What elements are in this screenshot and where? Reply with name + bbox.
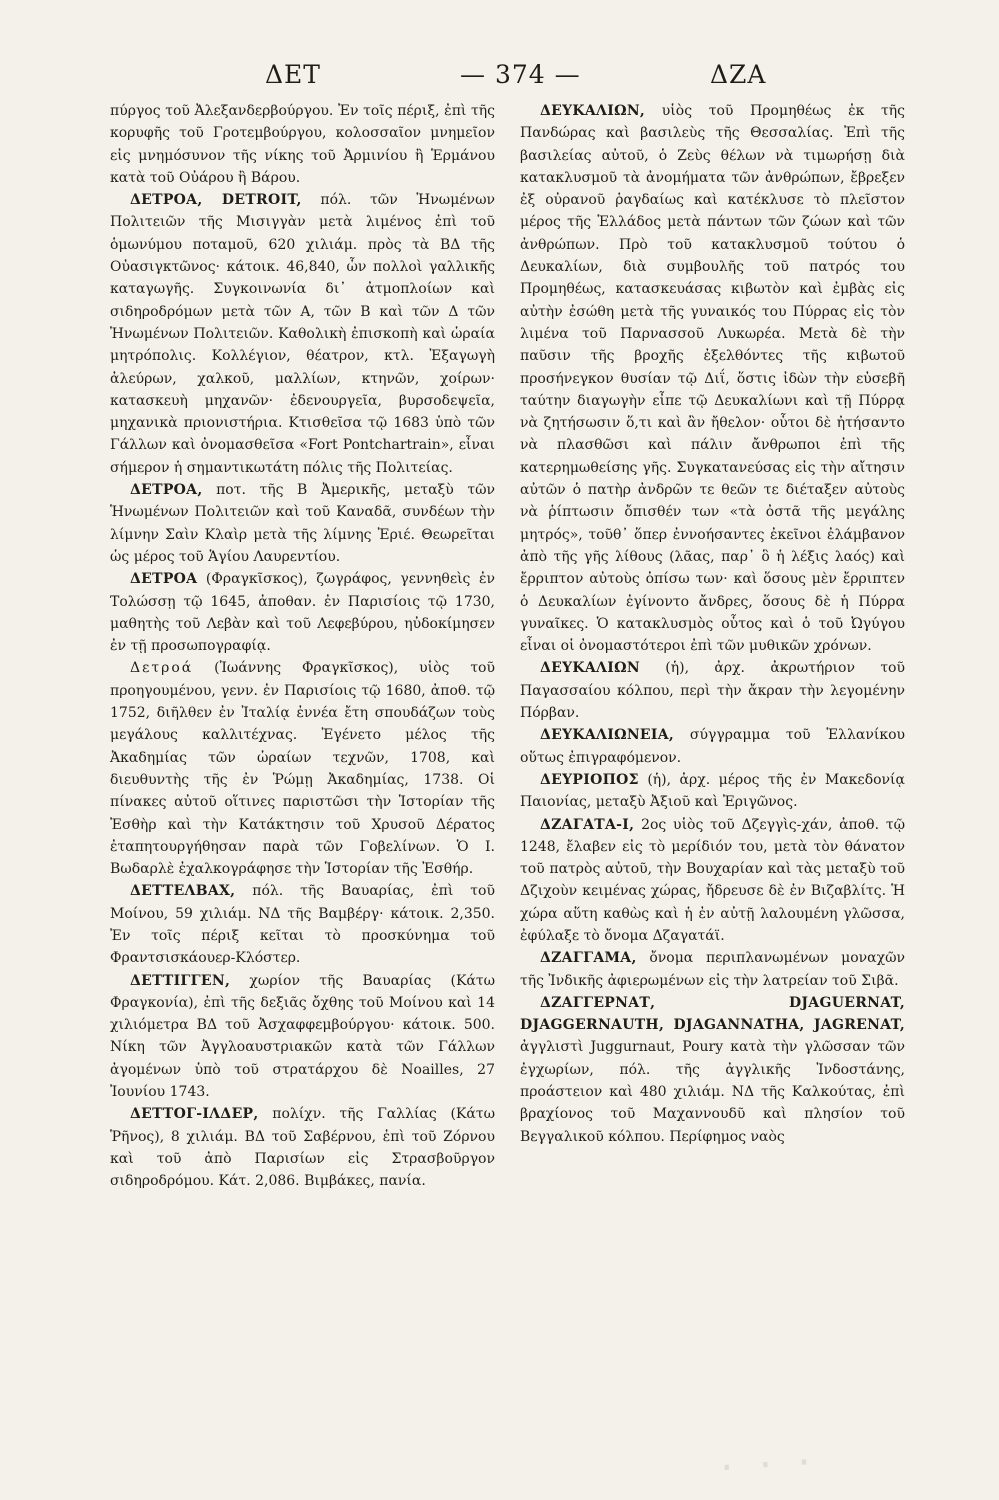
entry-text: (Φραγκῖσκος), ζωγράφος, γεννηθεὶς ἐν Τολώσσῃ τῷ 1645, ἀποθαν. ἐν Παρισίοις τῷ 1730, μαθητὴς τοῦ Λεβὰν καὶ τοῦ Λεφεβύρου, ηὐδοκίμησεν ἐν τῇ προσωπογραφίᾳ. xyxy=(110,571,495,655)
left-column xyxy=(110,100,495,1193)
entry-headword: ΔΕΤΡΟΑ, DETROIT, xyxy=(130,192,302,209)
entry-headword: ΔΕΥΚΑΛΙΩΝ xyxy=(540,660,640,677)
entry-headword-spaced: Δετροά xyxy=(130,660,194,677)
entry-text: (ἡ), ἀρχ. μέρος τῆς ἐν Μακεδονίᾳ Παιονίας, μεταξὺ Ἀξιοῦ καὶ Ἐριγῶνος. xyxy=(520,771,905,811)
entry-text: χωρίον τῆς Βαυαρίας (Κάτω Φραγκονία), ἐπὶ τῆς δεξιᾶς ὄχθης τοῦ Μοίνου καὶ 14 χιλιόμετρα ΒΔ τοῦ Ἀσχαφφεμβούργου· κάτοικ. 500. Νίκη τῶν Ἀγγλοαυστριακῶν κατὰ τῶν Γάλλων ἀγομένων ὑπὸ τοῦ στρατάρχου δὲ Noailles, 27 Ἰουνίου 1743. xyxy=(110,972,496,1101)
entry-headword: ΔΖΑΓΑΤΑ-Ι, xyxy=(540,816,635,833)
entry-text: (ἡ), ἀρχ. ἀκρωτήριον τοῦ Παγασσαίου κόλπου, περὶ τὴν ἄκραν τὴν λεγομένην Πόρβαν. xyxy=(520,660,905,722)
right-column xyxy=(520,100,905,1148)
entry-text: 2ος υἱὸς τοῦ Δζεγγὶς-χάν, ἀποθ. τῷ 1248, ἔλαβεν εἰς τὸ μερίδιόν του, μετὰ τὸν θάνατον τοῦ πατρὸς αὐτοῦ, τὴν Βουχαρίαν καὶ τὰς μεταξὺ τοῦ Δζιχοὺν κειμένας χώρας, ἤδρευσε δὲ ἐν Βιζαβλίτς. Ἡ χώρα αὕτη καθὼς καὶ ἡ ἐν αὐτῇ λαλουμένη γλῶσσα, ἐφύλαξε τὸ ὄνομα Δζαγατάϊ. xyxy=(520,816,905,944)
dictionary-entry xyxy=(110,657,495,880)
dictionary-entry xyxy=(110,970,495,1104)
entry-headword: ΔΕΥΚΑΛΙΩΝΕΙΑ, xyxy=(540,727,675,744)
dictionary-entry xyxy=(110,189,495,479)
left-guide-word: ΔΕΤ xyxy=(265,60,321,89)
entry-text: ἀγγλιστὶ Juggurnaut, Poury κατὰ τὴν γλῶσσαν τῶν ἐγχωρίων, πόλ. τῆς ἀγγλικῆς Ἰνδοστάνης, προάστειον καὶ 480 χιλιάμ. ΝΔ τῆς Καλκούτας, ἐπὶ βραχίονος τοῦ Μαχαννουδῦ καὶ πλησίον τοῦ Βεγγαλικοῦ κόλπου. Περίφημος ναὸς xyxy=(520,1039,905,1145)
dictionary-entry xyxy=(520,814,905,948)
entry-text: υἱὸς τοῦ Προμηθέως ἐκ τῆς Πανδώρας καὶ βασιλεὺς τῆς Θεσσαλίας. Ἐπὶ τῆς βασιλείας αὐτοῦ, ὁ Ζεὺς θέλων νὰ τιμωρήσῃ διὰ κατακλυσμοῦ τὰ ἀνομήματα τῶν ἀνθρώπων, ἔβρεξεν ἐξ οὐρανοῦ ῥαγδαίως καὶ κατέκλυσε τὸ πλεῖστον μέρος τῆς Ἑλλάδος μετὰ πάντων τῶν ζώων καὶ τῶν ἀνθρώπων. Πρὸ τοῦ κατακλυσμοῦ τούτου ὁ Δευκαλίων, διὰ συμβουλῆς τοῦ πατρός του Προμηθέως, κατασκευάσας κιβωτὸν καὶ ἐμβὰς εἰς αὐτὴν ἐσώθη μετὰ τῆς γυναικός του Πύρρας εἰς τὸν λιμένα τοῦ Παρνασσοῦ Λυκωρέα. Μετὰ δὲ τὴν παῦσιν τῆς βροχῆς ἐξελθόντες τῆς κιβωτοῦ προσήνεγκον θυσίαν τῷ Διΐ, ὅστις ἰδὼν τὴν εὐσεβῆ ταύτην διαγωγὴν εἶπε τῷ Δευκαλίωνι καὶ τῇ Πύρρᾳ νὰ ζητήσωσιν ὅ,τι καὶ ἂν ἤθελον· οὗτοι δὲ ἠτήσαντο νὰ πλασθῶσι καὶ πάλιν ἄνθρωποι ἐπὶ τῆς κατερημωθείσης γῆς. Συγκατανεύσας εἰς τὴν αἴτησιν αὐτῶν ὁ πατὴρ ἀνδρῶν τε θεῶν τε διέταξεν αὐτοὺς νὰ ῥίπτωσιν ὄπισθέν των «τὰ ὀστᾶ τῆς μεγάλης μητρός», τοῦθ᾽ ὅπερ ἐννοήσαντες ἐκεῖνοι ἐλάμβανον ἀπὸ τῆς γῆς λίθους (λᾶας, παρ᾽ ὃ ἡ λέξις λαός) καὶ ἔρριπτον αὐτοὺς ὀπίσω των· καὶ ὅσους μὲν ἔρριπτεν ὁ Δευκαλίων ἐγίνοντο ἄνδρες, ὅσους δὲ ἡ Πύρρα γυναῖκες. Ὁ κατακλυσμὸς οὗτος καὶ ὁ τοῦ Ὠγύγου εἶναι οἱ ὀνομαστότεροι ἐπὶ τῶν μυθικῶν χρόνων. xyxy=(520,103,905,655)
dictionary-entry xyxy=(520,100,905,657)
dictionary-entry xyxy=(110,880,495,969)
entry-headword: ΔΕΥΚΑΛΙΩΝ, xyxy=(540,103,646,119)
entry-headword: ΔΖΑΓΓΕΡΝΑΤ, DJAGUERNAT, DJAGGERNAUTH, DJAGANNATHA, JAGRENAT, xyxy=(520,994,905,1034)
dictionary-entry xyxy=(110,100,495,189)
dictionary-entry xyxy=(110,479,495,568)
page-header xyxy=(110,60,900,96)
entry-text: πύργος τοῦ Ἀλεξανδερβούργου. Ἐν τοῖς πέριξ, ἐπὶ τῆς κορυφῆς τοῦ Γροτεμβούργου, κολοσσαῖον μνημεῖον εἰς μνημόσυνον τῆς νίκης τοῦ Ἀρμινίου ἢ Ἑρμάνου κατὰ τοῦ Οὐάρου ἢ Βάρου. xyxy=(110,103,495,186)
dictionary-entry xyxy=(110,568,495,657)
entry-text: σύγγραμμα τοῦ Ἑλλανίκου οὕτως ἐπιγραφόμενον. xyxy=(520,727,906,766)
entry-headword: ΔΕΤΡΟΑ xyxy=(130,571,198,588)
entry-text: ποτ. τῆς Β Ἀμερικῆς, μεταξὺ τῶν Ἡνωμένων Πολιτειῶν καὶ τοῦ Καναδᾶ, συνδέων τὴν λίμνην Σαὶν Κλαὶρ μετὰ τῆς λίμνης Ἐριέ. Θεωρεῖται ὡς μέρος τοῦ Ἁγίου Λαυρεντίου. xyxy=(110,482,495,565)
entry-text: πολίχν. τῆς Γαλλίας (Κάτω Ῥῆνος), 8 χιλιάμ. ΒΔ τοῦ Σαβέρνου, ἐπὶ τοῦ Ζόρνου καὶ τοῦ ἀπὸ Παρισίων εἰς Στρασβοῦργον σιδηροδρόμου. Κάτ. 2,086. Βιμβάκες, πανία. xyxy=(110,1106,495,1190)
entry-text: πόλ. τῶν Ἡνωμένων Πολιτειῶν τῆς Μισιγγὰν μετὰ λιμένος ἐπὶ τοῦ ὁμωνύμου ποταμοῦ, 620 χιλιάμ. πρὸς τὰ ΒΔ τῆς Οὐασιγκτῶνος· κάτοικ. 46,840, ὧν πολλοὶ γαλλικῆς καταγωγῆς. Συγκοινωνία δι᾽ ἀτμοπλοίων καὶ σιδηροδρόμων μετὰ τῶν Α, τῶν Β καὶ τῶν Δ τῶν Ἡνωμένων Πολιτειῶν. Καθολικὴ ἐπισκοπὴ καὶ ὡραία μητρόπολις. Κολλέγιον, θέατρον, κτλ. Ἐξαγωγὴ ἀλεύρων, χαλκοῦ, μαλλίων, κτηνῶν, χοίρων· κατασκευὴ μηχανῶν· ἐδενουργεῖα, βυρσοδεψεῖα, μηχανικὰ πριονιστήρια. Κτισθεῖσα τῷ 1683 ὑπὸ τῶν Γάλλων καὶ ὀνομασθεῖσα «Fort Pontchartrain», εἶναι σήμερον ἡ σημαντικωτάτη πόλις τῆς Πολιτείας. xyxy=(110,192,495,476)
dictionary-entry xyxy=(520,724,905,769)
dictionary-entry xyxy=(110,1103,495,1192)
entry-headword: ΔΕΤΤΕΛΒΑΧ, xyxy=(130,883,236,900)
dictionary-entry xyxy=(520,769,905,814)
dictionary-entry xyxy=(520,947,905,992)
right-guide-word: ΔΖΑ xyxy=(710,60,767,89)
entry-headword: ΔΕΤΡΟΑ, xyxy=(130,482,203,499)
page-number: — 374 — xyxy=(460,60,581,89)
entry-text: ὄνομα περιπλανωμένων μοναχῶν τῆς Ἰνδικῆς ἀφιερωμένων εἰς τὴν λατρείαν τοῦ Σιβᾶ. xyxy=(520,950,905,989)
scan-watermark: · · · xyxy=(718,1436,819,1493)
entry-headword: ΔΕΤΤΟΓ-ΙΛΔΕΡ, xyxy=(130,1106,259,1123)
entry-text: πόλ. τῆς Βαυαρίας, ἐπὶ τοῦ Μοίνου, 59 χιλιάμ. ΝΔ τῆς Βαμβέργ· κάτοικ. 2,350. Ἐν τοῖς πέριξ κεῖται τὸ προσκύνημα τοῦ Φραντσισκάουερ-Κλόστερ. xyxy=(110,883,495,967)
dictionary-entry xyxy=(520,657,905,724)
entry-headword: ΔΕΤΤΙΓΓΕΝ, xyxy=(130,972,231,989)
entry-headword: ΔΖΑΓΓΑΜΑ, xyxy=(540,950,637,967)
entry-headword: ΔΕΥΡΙΟΠΟΣ xyxy=(540,771,639,788)
entry-text: (Ἰωάννης Φραγκῖσκος), υἱὸς τοῦ προηγουμένου, γενν. ἐν Παρισίοις τῷ 1680, ἀποθ. τῷ 1752, διῆλθεν ἐν Ἰταλίᾳ ἐννέα ἔτη σπουδάζων τοὺς μεγάλους καλλιτέχνας. Ἐγένετο μέλος τῆς Ἀκαδημίας τῶν ὡραίων τεχνῶν, 1708, καὶ διευθυντὴς τῆς ἐν Ῥώμῃ Ἀκαδημίας, 1738. Οἱ πίνακες αὐτοῦ οἵτινες παριστῶσι τὴν Ἱστορίαν τῆς Ἐσθὴρ καὶ τὴν Κατάκτησιν τοῦ Χρυσοῦ Δέρατος ἐταπητουργήθησαν παρὰ τῶν Γοβελίνων. Ὁ Ι. Βωδαρλὲ ἐχαλκογράφησε τὴν Ἱστορίαν τῆς Ἐσθήρ. xyxy=(110,660,495,878)
dictionary-entry xyxy=(520,992,905,1148)
